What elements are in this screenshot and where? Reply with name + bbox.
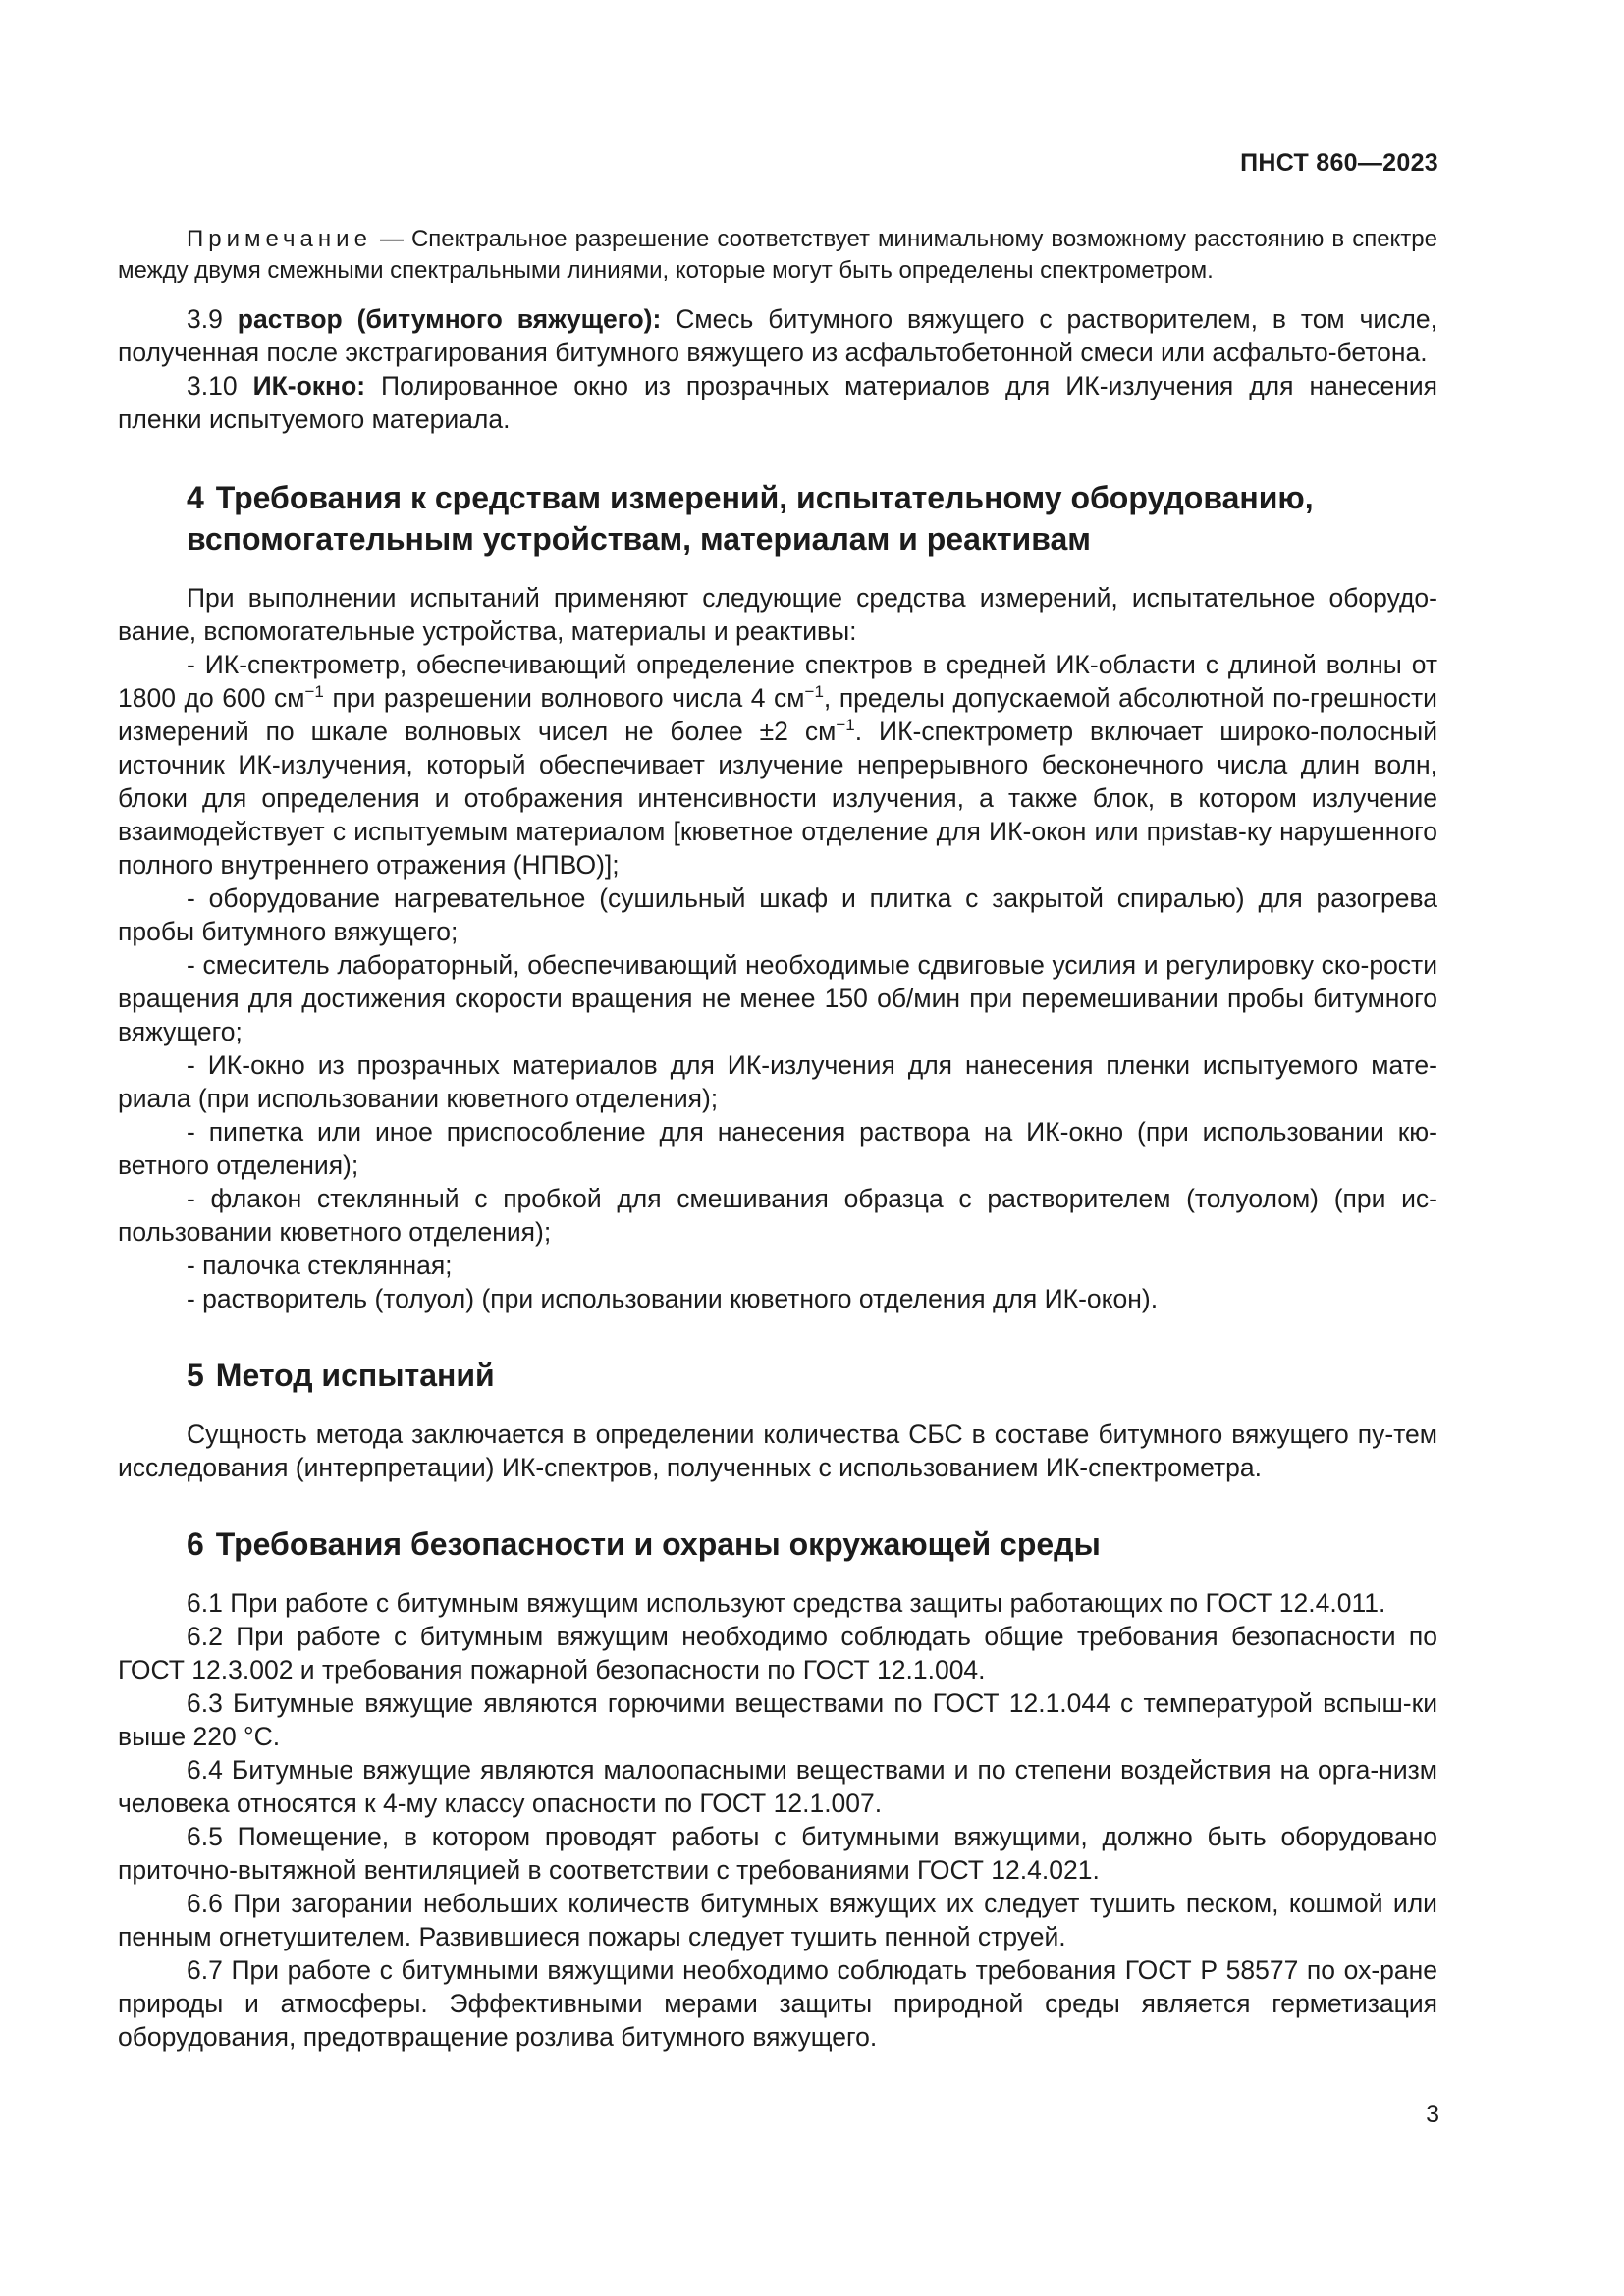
- list-item: - смеситель лабораторный, обеспечивающий необходимые сдвиговые усилия и регулировку ско-рости вращения для достижения скорости вращения не менее 150 об/мин при перемешивании пробы битумного вяжущего;: [118, 950, 1437, 1046]
- section-number: 5: [187, 1358, 204, 1393]
- term-definition: Полированное окно из прозрачных материалов для ИК-излучения для нанесения пленки испытуемого материала.: [118, 371, 1437, 434]
- document-body: [118, 224, 1437, 2054]
- paragraph-6-5: 6.5 Помещение, в котором проводят работы с битумными вяжущими, должно быть оборудовано приточно-вытяжной вентиляцией в соответствии с требованиями ГОСТ 12.4.021.: [118, 1822, 1437, 1885]
- section-5-title: 5 Метод испытаний: [187, 1358, 495, 1393]
- note-label: Примечание: [187, 226, 372, 252]
- paragraph-6-4: 6.4 Битумные вяжущие являются малоопасными веществами и по степени воздействия на орга-низм человека относятся к 4-му классу опасности по ГОСТ 12.1.007.: [118, 1755, 1437, 1818]
- section-6-title: 6 Требования безопасности и охраны окружающей среды: [187, 1526, 1101, 1562]
- page-number: 3: [1426, 2101, 1439, 2128]
- paragraph-6-1: 6.1 При работе с битумным вяжущим используют средства защиты работающих по ГОСТ 12.4.011.: [187, 1588, 1386, 1618]
- document-code: ПНСТ 860—2023: [1240, 149, 1438, 177]
- section-4-title-line1: 4 Требования к средствам измерений, испытательному оборудованию,: [187, 480, 1314, 515]
- term-name: раствор (битумного вяжущего):: [237, 304, 662, 334]
- term-name: ИК-окно:: [252, 371, 366, 400]
- paragraph-6-6: 6.6 При загорании небольших количеств битумных вяжущих их следует тушить песком, кошмой или пенным огнетушителем. Развившиеся пожары следует тушить пенной струей.: [118, 1889, 1437, 1951]
- section-5-text: Сущность метода заключается в определении количества СБС в составе битумного вяжущего пу-тем исследования (интерпретации) ИК-спектров, полученных с использованием ИК-спектрометра.: [118, 1419, 1437, 1482]
- term-definition: Смесь битумного вяжущего с растворителем, в том числе, полученная после экстрагирования битумного вяжущего из асфальтобетонной смеси или асфальто-бетона.: [118, 304, 1437, 367]
- section-4-title-line2: вспомогательным устройствам, материалам и реактивам: [187, 521, 1091, 557]
- section-number: 6: [187, 1526, 204, 1562]
- note-paragraph: [118, 224, 1437, 287]
- section-5-heading: [118, 1355, 1437, 1396]
- list-item: - ИК-спектрометр, обеспечивающий определение спектров в средней ИК-области с длиной волны от 1800 до 600 $см^{-1}$ при разрешении волнового числа 4 $см^{-1}$, пределы допускаемой абсолютной по-грешности измерений по шкале волновых чисел не более ±2 $см^{-1}$. ИК-спектрометр включает широко-полосный источник ИК-излучения, который обеспечивает излучение непрерывного бесконечного числа длин волн, блоки для определения и отображения интенсивности излучения, а также блок, в котором излучение взаимодействует с испытуемым материалом [кюветное отделение для ИК-окон или приstав-ку нарушенного полного внутреннего отражения (НПВО)];: [118, 650, 1437, 880]
- term-3-10: [118, 369, 1437, 436]
- paragraph-6-3: 6.3 Битумные вяжущие являются горючими веществами по ГОСТ 12.1.044 с температурой вспыш-ки выше 220 °С.: [118, 1688, 1437, 1751]
- list-item: - флакон стеклянный с пробкой для смешивания образца с растворителем (толуолом) (при ис-пользовании кюветного отделения);: [118, 1184, 1437, 1247]
- list-item: - растворитель (толуол) (при использовании кюветного отделения для ИК-окон).: [187, 1284, 1159, 1313]
- list-item: - оборудование нагревательное (сушильный шкаф и плитка с закрытой спиралью) для разогрева пробы битумного вяжущего;: [118, 883, 1437, 946]
- section-4-intro: При выполнении испытаний применяют следующие средства измерений, испытательное оборудо-вание, вспомогательные устройства, материалы и реактивы:: [118, 583, 1437, 646]
- list-item: - ИК-окно из прозрачных материалов для ИК-излучения для нанесения пленки испытуемого мате-риала (при использовании кюветного отделения);: [118, 1050, 1437, 1113]
- list-item: - палочка стеклянная;: [187, 1251, 453, 1280]
- section-6-heading: [118, 1523, 1437, 1565]
- section-number: 4: [187, 480, 204, 515]
- paragraph-6-7: 6.7 При работе с битумными вяжущими необходимо соблюдать требования ГОСТ Р 58577 по ох-ране природы и атмосферы. Эффективными мерами защиты природной среды является герметизация оборудования, предотвращение розлива битумного вяжущего.: [118, 1955, 1437, 2052]
- term-number: 3.9: [187, 304, 238, 334]
- section-4-heading: [118, 477, 1437, 560]
- term-3-9: [118, 302, 1437, 369]
- term-number: 3.10: [187, 371, 253, 400]
- note-text: — Спектральное разрешение соответствует минимальному возможному расстоянию в спектре между двумя смежными спектральными линиями, которые могут быть определены спектрометром.: [118, 226, 1437, 284]
- paragraph-6-2: 6.2 При работе с битумным вяжущим необходимо соблюдать общие требования безопасности по ГОСТ 12.3.002 и требования пожарной безопасности по ГОСТ 12.1.004.: [118, 1622, 1437, 1684]
- list-item: - пипетка или иное приспособление для нанесения раствора на ИК-окно (при использовании кю-ветного отделения);: [118, 1117, 1437, 1180]
